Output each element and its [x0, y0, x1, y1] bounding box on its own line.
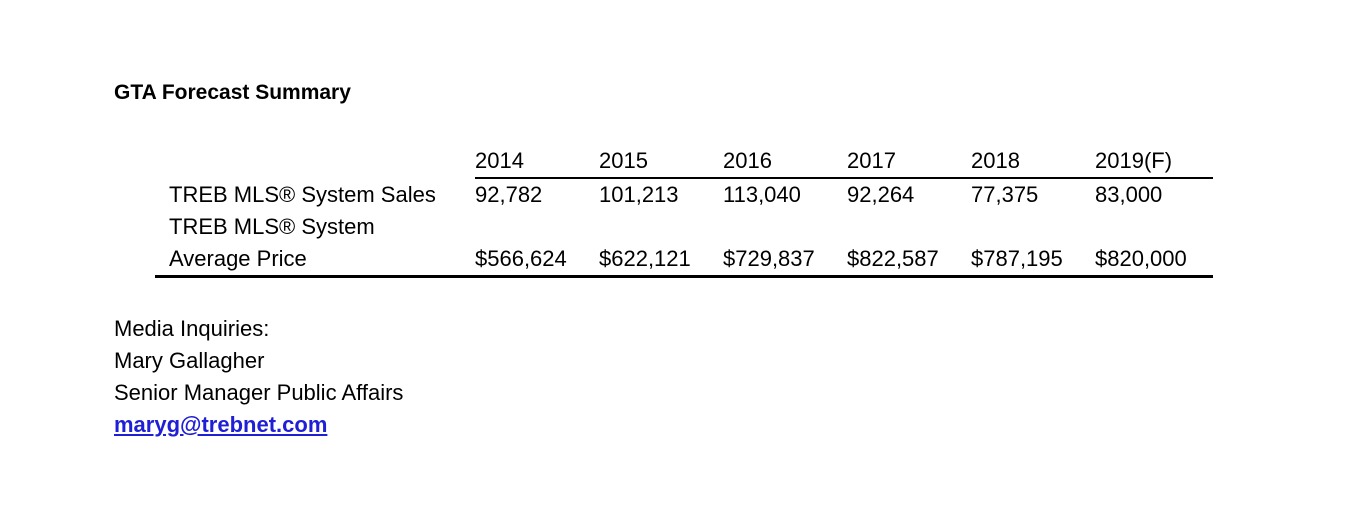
- table-cell: [1095, 211, 1213, 243]
- table-cell: [723, 211, 847, 243]
- row-label: TREB MLS® System Sales: [169, 182, 436, 207]
- table-cell: 113,040: [723, 182, 801, 207]
- table-cell: 77,375: [971, 182, 1039, 207]
- year-header: 2017: [847, 144, 971, 178]
- contact-role: Senior Manager Public Affairs: [114, 380, 404, 405]
- table-cell: 101,213: [599, 182, 679, 207]
- page-title: GTA Forecast Summary: [114, 81, 351, 104]
- table-cell: 83,000: [1095, 182, 1163, 207]
- table-row: [155, 211, 1213, 243]
- table-header-row: [155, 144, 1213, 178]
- table-cell: $566,624: [475, 243, 599, 277]
- email-link[interactable]: maryg@trebnet.com: [114, 412, 328, 437]
- year-header: 2016: [723, 144, 847, 178]
- forecast-table: [155, 144, 1213, 278]
- year-header: 2015: [599, 144, 723, 178]
- table-row: [155, 243, 1213, 277]
- table-cell: $820,000: [1095, 243, 1213, 277]
- table-row: [155, 178, 1213, 211]
- contact-name: Mary Gallagher: [114, 348, 265, 373]
- table-cell: [847, 211, 971, 243]
- table-cell: 92,782: [475, 182, 543, 207]
- table-cell: [971, 211, 1095, 243]
- year-header: 2018: [971, 144, 1095, 178]
- table-cell: [599, 211, 723, 243]
- table-cell: 92,264: [847, 182, 915, 207]
- table-cell: $729,837: [723, 243, 847, 277]
- contact-heading: Media Inquiries:: [114, 316, 270, 341]
- year-header: 2019(F): [1095, 144, 1213, 178]
- forecast-table-container: [155, 144, 1213, 278]
- table-cell: [475, 211, 599, 243]
- table-cell: $787,195: [971, 243, 1095, 277]
- row-label: TREB MLS® System: [169, 214, 375, 239]
- row-label: Average Price: [155, 243, 475, 277]
- year-header: 2014: [475, 144, 599, 178]
- table-cell: $822,587: [847, 243, 971, 277]
- header-empty-cell: [155, 144, 475, 178]
- table-cell: $622,121: [599, 243, 723, 277]
- media-contact-block: [114, 313, 403, 441]
